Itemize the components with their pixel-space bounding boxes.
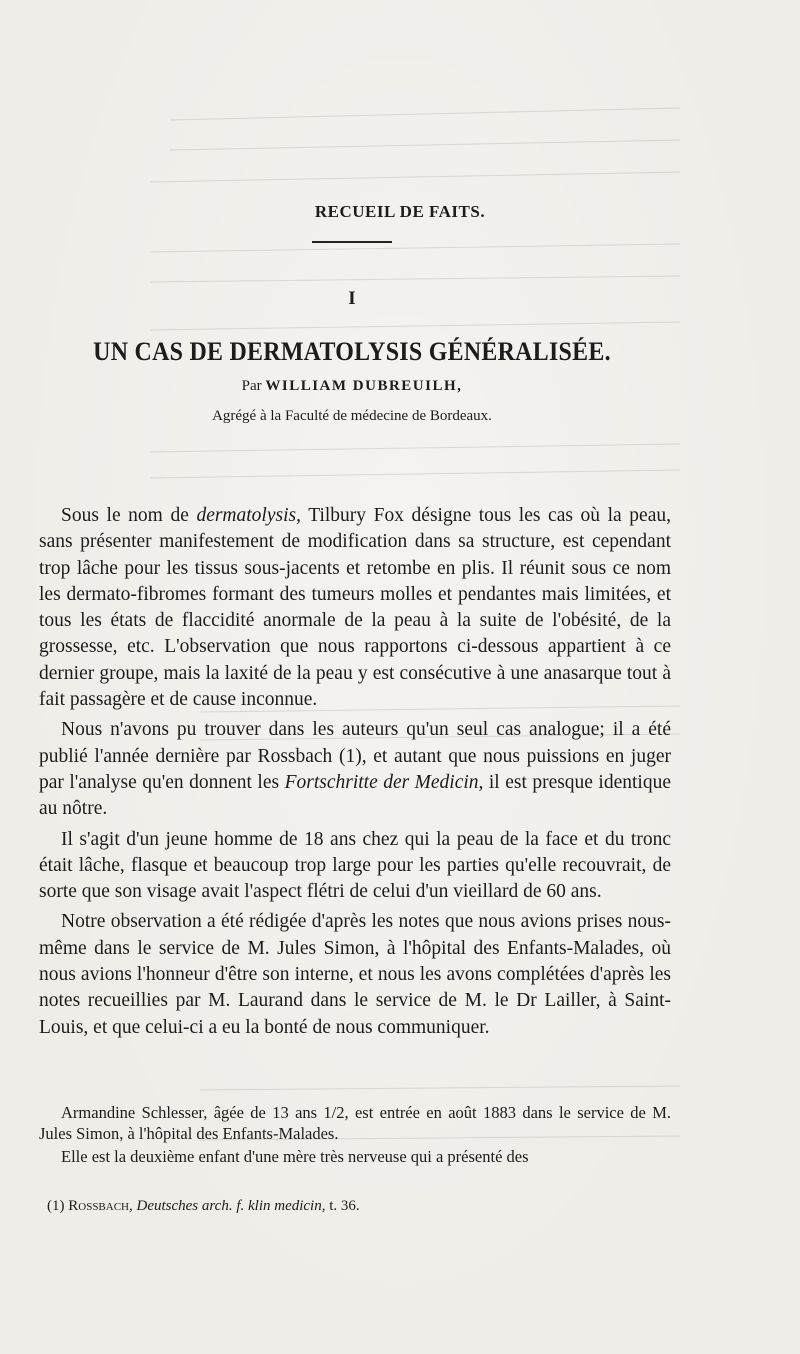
byline-prefix: Par bbox=[241, 378, 262, 394]
footnote bbox=[39, 1198, 671, 1215]
paragraph-4: Notre observation a été rédigée d'après les notes que nous avions prises nous-même dans le service de M. Jules Simon, à l'hôpital des Enfants-Malades, où nous avions l'honneur d'être son interne, et nous les avons complétées d'après les notes recueillies par M. Laurand dans le service de M. le Dr Lailler, à Saint-Louis, et que celui-ci a eu la bonté de nous communiquer. bbox=[39, 911, 671, 1038]
paragraph-3: Il s'agit d'un jeune homme de 18 ans chez qui la peau de la face et du tronc était lâche, flasque et beaucoup trop large pour les parties qu'elle recouvrait, de sorte que son visage avait l'aspect flétri de celui d'un vieillard de 60 ans. bbox=[39, 828, 671, 903]
footnote-ref: t. 36. bbox=[329, 1198, 360, 1214]
journal-title: Fortschritte der Medicin, bbox=[284, 771, 484, 793]
byline bbox=[0, 378, 704, 395]
footnote-author: Rossbach, bbox=[68, 1198, 133, 1214]
paragraph-2-start: Nous n'avons pu trouver dans les auteurs qu'un seul cas analogue; il a été publié l'année dernière par Rossbach (1), et autant que nous puissions en juger par l'analyse qu'en donnent les bbox=[39, 719, 671, 793]
observation-text bbox=[39, 1103, 671, 1171]
paragraph-1-start: Sous le nom de bbox=[61, 505, 197, 526]
observation-paragraph-2: Elle est la deuxième enfant d'une mère très nerveuse qui a présenté des bbox=[61, 1147, 529, 1166]
paragraph-1-rest: Tilbury Fox désigne tous les cas où la peau, sans présenter manifestement de modification dans sa structure, est cependant trop lâche pour les tissus sous-jacents et retombe en plis. Il réunit sous ce nom les dermato-fibromes formant des tumeurs molles et pendantes mais limitées, et tous les états de flaccidité anormale de la peau à la suite de l'obésité, de la grossesse, etc. L'observation que nous rapportons ci-dessous appartient à ce dernier groupe, mais la laxité de la peau y est consécutive à une anasarque tout à fait passagère et de cause inconnue. bbox=[39, 505, 671, 711]
section-title: RECUEIL DE FAITS. bbox=[314, 202, 486, 221]
title-rule bbox=[312, 241, 392, 243]
observation-paragraph-1: Armandine Schlesser, âgée de 13 ans 1/2, est entrée en août 1883 dans le service de M. Jules Simon, à l'hôpital des Enfants-Malades. bbox=[39, 1103, 671, 1143]
author-name: WILLIAM DUBREUILH, bbox=[265, 378, 463, 394]
article-number: I bbox=[348, 288, 356, 309]
paragraph-2 bbox=[39, 717, 671, 822]
footnote-marker: (1) bbox=[47, 1198, 65, 1214]
term-dermatolysis: dermatolysis, bbox=[196, 505, 301, 526]
paragraph-1 bbox=[39, 503, 671, 713]
author-affiliation: Agrégé à la Faculté de médecine de Bordeaux. bbox=[212, 408, 492, 424]
article-title: UN CAS DE DERMATOLYSIS GÉNÉRALISÉE. bbox=[93, 337, 611, 366]
article-body bbox=[39, 503, 671, 1045]
paragraph-2-rest: il est presque identique au nôtre. bbox=[39, 771, 671, 820]
footnote-work: Deutsches arch. f. klin medicin, bbox=[136, 1198, 326, 1214]
